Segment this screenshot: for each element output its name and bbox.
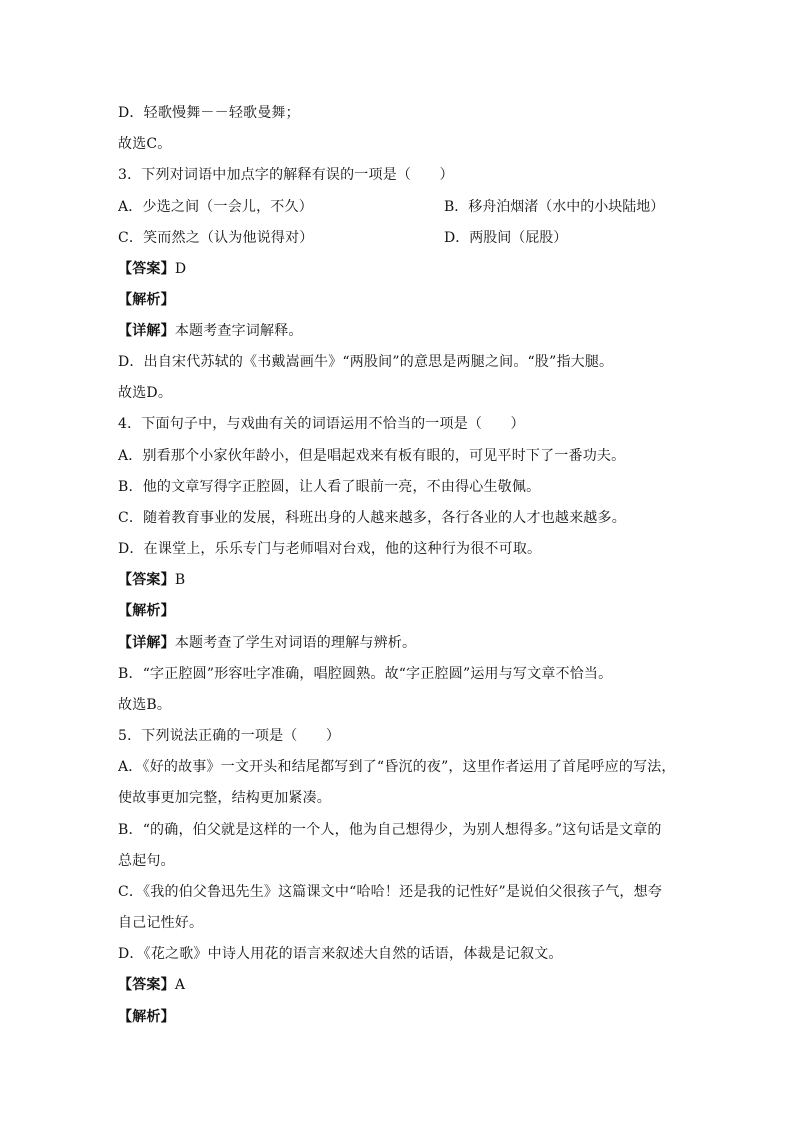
q3-choice: 故选D。 [118,385,173,401]
q5-option-b-line2: 总起句。 [118,853,175,869]
answer-tag: 【答案】 [118,572,175,588]
q4-option-a: A．别看那个小家伙年龄小，但是唱起戏来有板有眼的，可见平时下了一番功夫。 [118,448,626,464]
q4-stem: 4．下面句子中，与戏曲有关的词语运用不恰当的一项是（ ） [118,416,525,432]
q3-option-c: C．笑而然之（认为他说得对） [118,230,314,246]
q4-analysis [118,602,175,620]
answer-value: D [174,261,187,277]
q2-option-d: D．轻歌慢舞－－轻歌曼舞； [118,105,300,121]
q3-analysis [118,291,175,309]
detail-text: 本题考查了学生对词语的理解与辨析。 [174,635,417,651]
q4-option-b: B．他的文章写得字正腔圆，让人看了眼前一亮，不由得心生敬佩。 [118,479,541,495]
answer-value: A [174,977,186,993]
q4-detail [118,634,416,652]
answer-tag: 【答案】 [118,977,175,993]
q4-explanation: B．“字正腔圆”形容吐字准确，唱腔圆熟。故“字正腔圆”运用与写文章不恰当。 [118,666,613,682]
q3-answer [118,260,186,278]
q3-option-a: A．少选之间（一会儿，不久） [118,199,313,215]
detail-tag: 【详解】 [118,323,175,339]
q5-option-a-line1: A．《好的故事》一文开头和结尾都写到了“昏沉的夜”，这里作者运用了首尾呼应的写法， [118,759,676,775]
q3-detail [118,322,303,340]
q4-choice: 故选B。 [118,697,172,713]
q3-stem: 3．下列对词语中加点字的解释有误的一项是（ ） [118,167,454,183]
q4-answer [118,571,185,589]
q4-option-d: D．在课堂上，乐乐专门与老师唱对台戏，他的这种行为很不可取。 [118,541,542,557]
q3-option-d: D．两股间（屁股） [444,230,568,246]
q5-option-a-line2: 使故事更加完整，结构更加紧凑。 [118,790,331,806]
q5-stem: 5．下列说法正确的一项是（ ） [118,728,341,744]
detail-text: 本题考查字词解释。 [174,323,303,339]
q5-option-c-line2: 自己记性好。 [118,915,204,931]
q3-explanation: D．出自宋代苏轼的《书戴嵩画牛》“两股间”的意思是两腿之间。“股”指大腿。 [118,354,614,370]
q5-option-c-line1: C．《我的伯父鲁迅先生》这篇课文中“哈哈！还是我的记性好”是说伯父很孩子气，想夸 [118,884,663,900]
answer-value: B [174,572,186,588]
q5-option-b-line1: B．“的确，伯父就是这样的一个人，他为自己想得少，为别人想得多。”这句话是文章的 [118,822,662,838]
q5-answer [118,976,185,994]
q3-option-b: B．移舟泊烟渚（水中的小块陆地） [444,199,665,215]
analysis-tag: 【解析】 [118,292,175,308]
q4-option-c: C．随着教育事业的发展，科班出身的人越来越多，各行各业的人才也越来越多。 [118,510,626,526]
q2-choice: 故选C。 [118,136,172,152]
answer-tag: 【答案】 [118,261,175,277]
q5-option-d: D．《花之歌》中诗人用花的语言来叙述大自然的话语，体裁是记叙文。 [118,946,563,962]
q5-analysis [118,1008,175,1026]
analysis-tag: 【解析】 [118,1009,175,1025]
detail-tag: 【详解】 [118,635,175,651]
analysis-tag: 【解析】 [118,603,175,619]
